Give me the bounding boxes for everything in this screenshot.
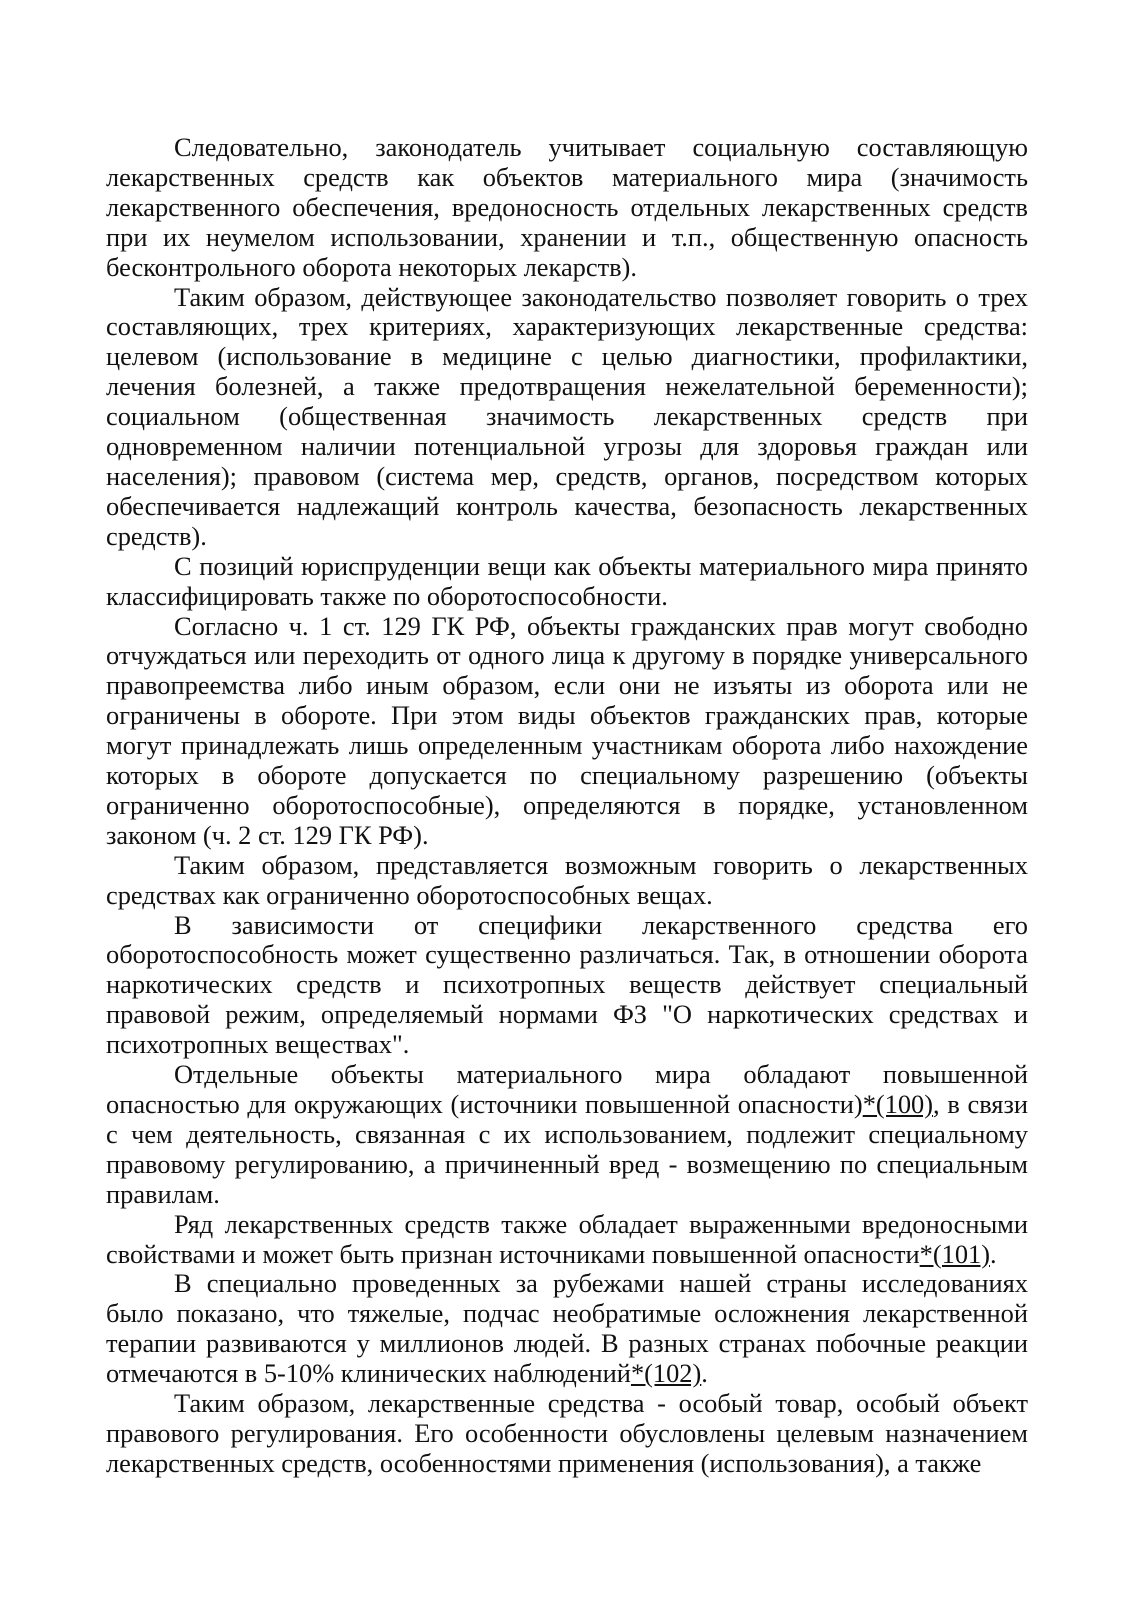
paragraph-text: В специально проведенных за рубежами нашей страны исследованиях было показано, что тяжелые, подчас необратимые осложнения лекарственной терапии развиваются у миллионов людей. В разных странах побочные реакции отмечаются в 5-10% клинических наблюдений [106, 1268, 1028, 1389]
paragraph [106, 133, 1028, 283]
document-page [106, 133, 1028, 1479]
paragraph-text: , в связи с чем деятельность, связанная с их использованием, подлежит специальному правовому регулированию, а причиненный вред - возмещению по специальным правилам. [106, 1089, 1028, 1209]
footnote-link-102[interactable]: *(102) [630, 1358, 702, 1389]
footnote-link-101[interactable]: *(101) [919, 1238, 991, 1269]
paragraph-text: Отдельные объекты материального мира обладают повышенной опасностью для окружающих (источники повышенной опасности) [106, 1059, 1028, 1119]
paragraph [106, 552, 1028, 612]
paragraph-text: Таким образом, действующее законодательство позволяет говорить о трех составляющих, трех критериях, характеризующих лекарственные средства: целевом (использование в медицине с целью диагностики, профилактики, лечения болезней, а также предотвращения нежелательной беременности); социальном (общественная значимость лекарственных средств при одновременном наличии потенциальной угрозы для здоровья граждан или населения); правовом (система мер, средств, органов, посредством которых обеспечивается надлежащий контроль качества, безопасность лекарственных средств). [106, 281, 1028, 551]
paragraph-text: Следовательно, законодатель учитывает социальную составляющую лекарственных средств как объектов материального мира (значимость лекарственного обеспечения, вредоносность отдельных лекарственных средств при их неумелом использовании, хранении и т.п., общественную опасность бесконтрольного оборота некоторых лекарств). [106, 132, 1028, 282]
footnote-link-100[interactable]: *(100) [862, 1089, 934, 1119]
paragraph-text: . [701, 1358, 708, 1389]
paragraph [106, 1389, 1028, 1479]
paragraph [106, 1269, 1028, 1389]
paragraph [106, 851, 1028, 911]
paragraph [106, 1210, 1028, 1270]
paragraph [106, 612, 1028, 851]
paragraph-text: Таким образом, представляется возможным говорить о лекарственных средствах как ограниченно оборотоспособных вещах. [106, 849, 1028, 910]
paragraph-text: Таким образом, лекарственные средства - особый товар, особый объект правового регулирования. Его особенности обусловлены целевым назначением лекарственных средств, особенностями применения (использования), а также [106, 1388, 1028, 1478]
paragraph-text: С позиций юриспруденции вещи как объекты материального мира принято классифицировать также по оборотоспособности. [106, 550, 1028, 611]
paragraph-text: Ряд лекарственных средств также обладает выраженными вредоносными свойствами и может быть признан источниками повышенной опасности [106, 1208, 1028, 1269]
paragraph-text: . [990, 1238, 997, 1269]
paragraph [106, 911, 1028, 1061]
paragraph [106, 283, 1028, 552]
paragraph-text: В зависимости от специфики лекарственного средства его оборотоспособность может существенно различаться. Так, в отношении оборота наркотических средств и психотропных веществ действует специальный правовой режим, определяемый нормами ФЗ "О наркотических средствах и психотропных веществах". [106, 909, 1028, 1060]
paragraph [106, 1060, 1028, 1210]
paragraph-text: Согласно ч. 1 ст. 129 ГК РФ, объекты гражданских прав могут свободно отчуждаться или переходить от одного лица к другому в порядке универсального правопреемства либо иным образом, если они не изъяты из оборота или не ограничены в обороте. При этом виды объектов гражданских прав, которые могут принадлежать лишь определенным участникам оборота либо нахождение которых в обороте допускается по специальному разрешению (объекты ограниченно оборотоспособные), определяются в порядке, установленном законом (ч. 2 ст. 129 ГК РФ). [106, 610, 1028, 850]
